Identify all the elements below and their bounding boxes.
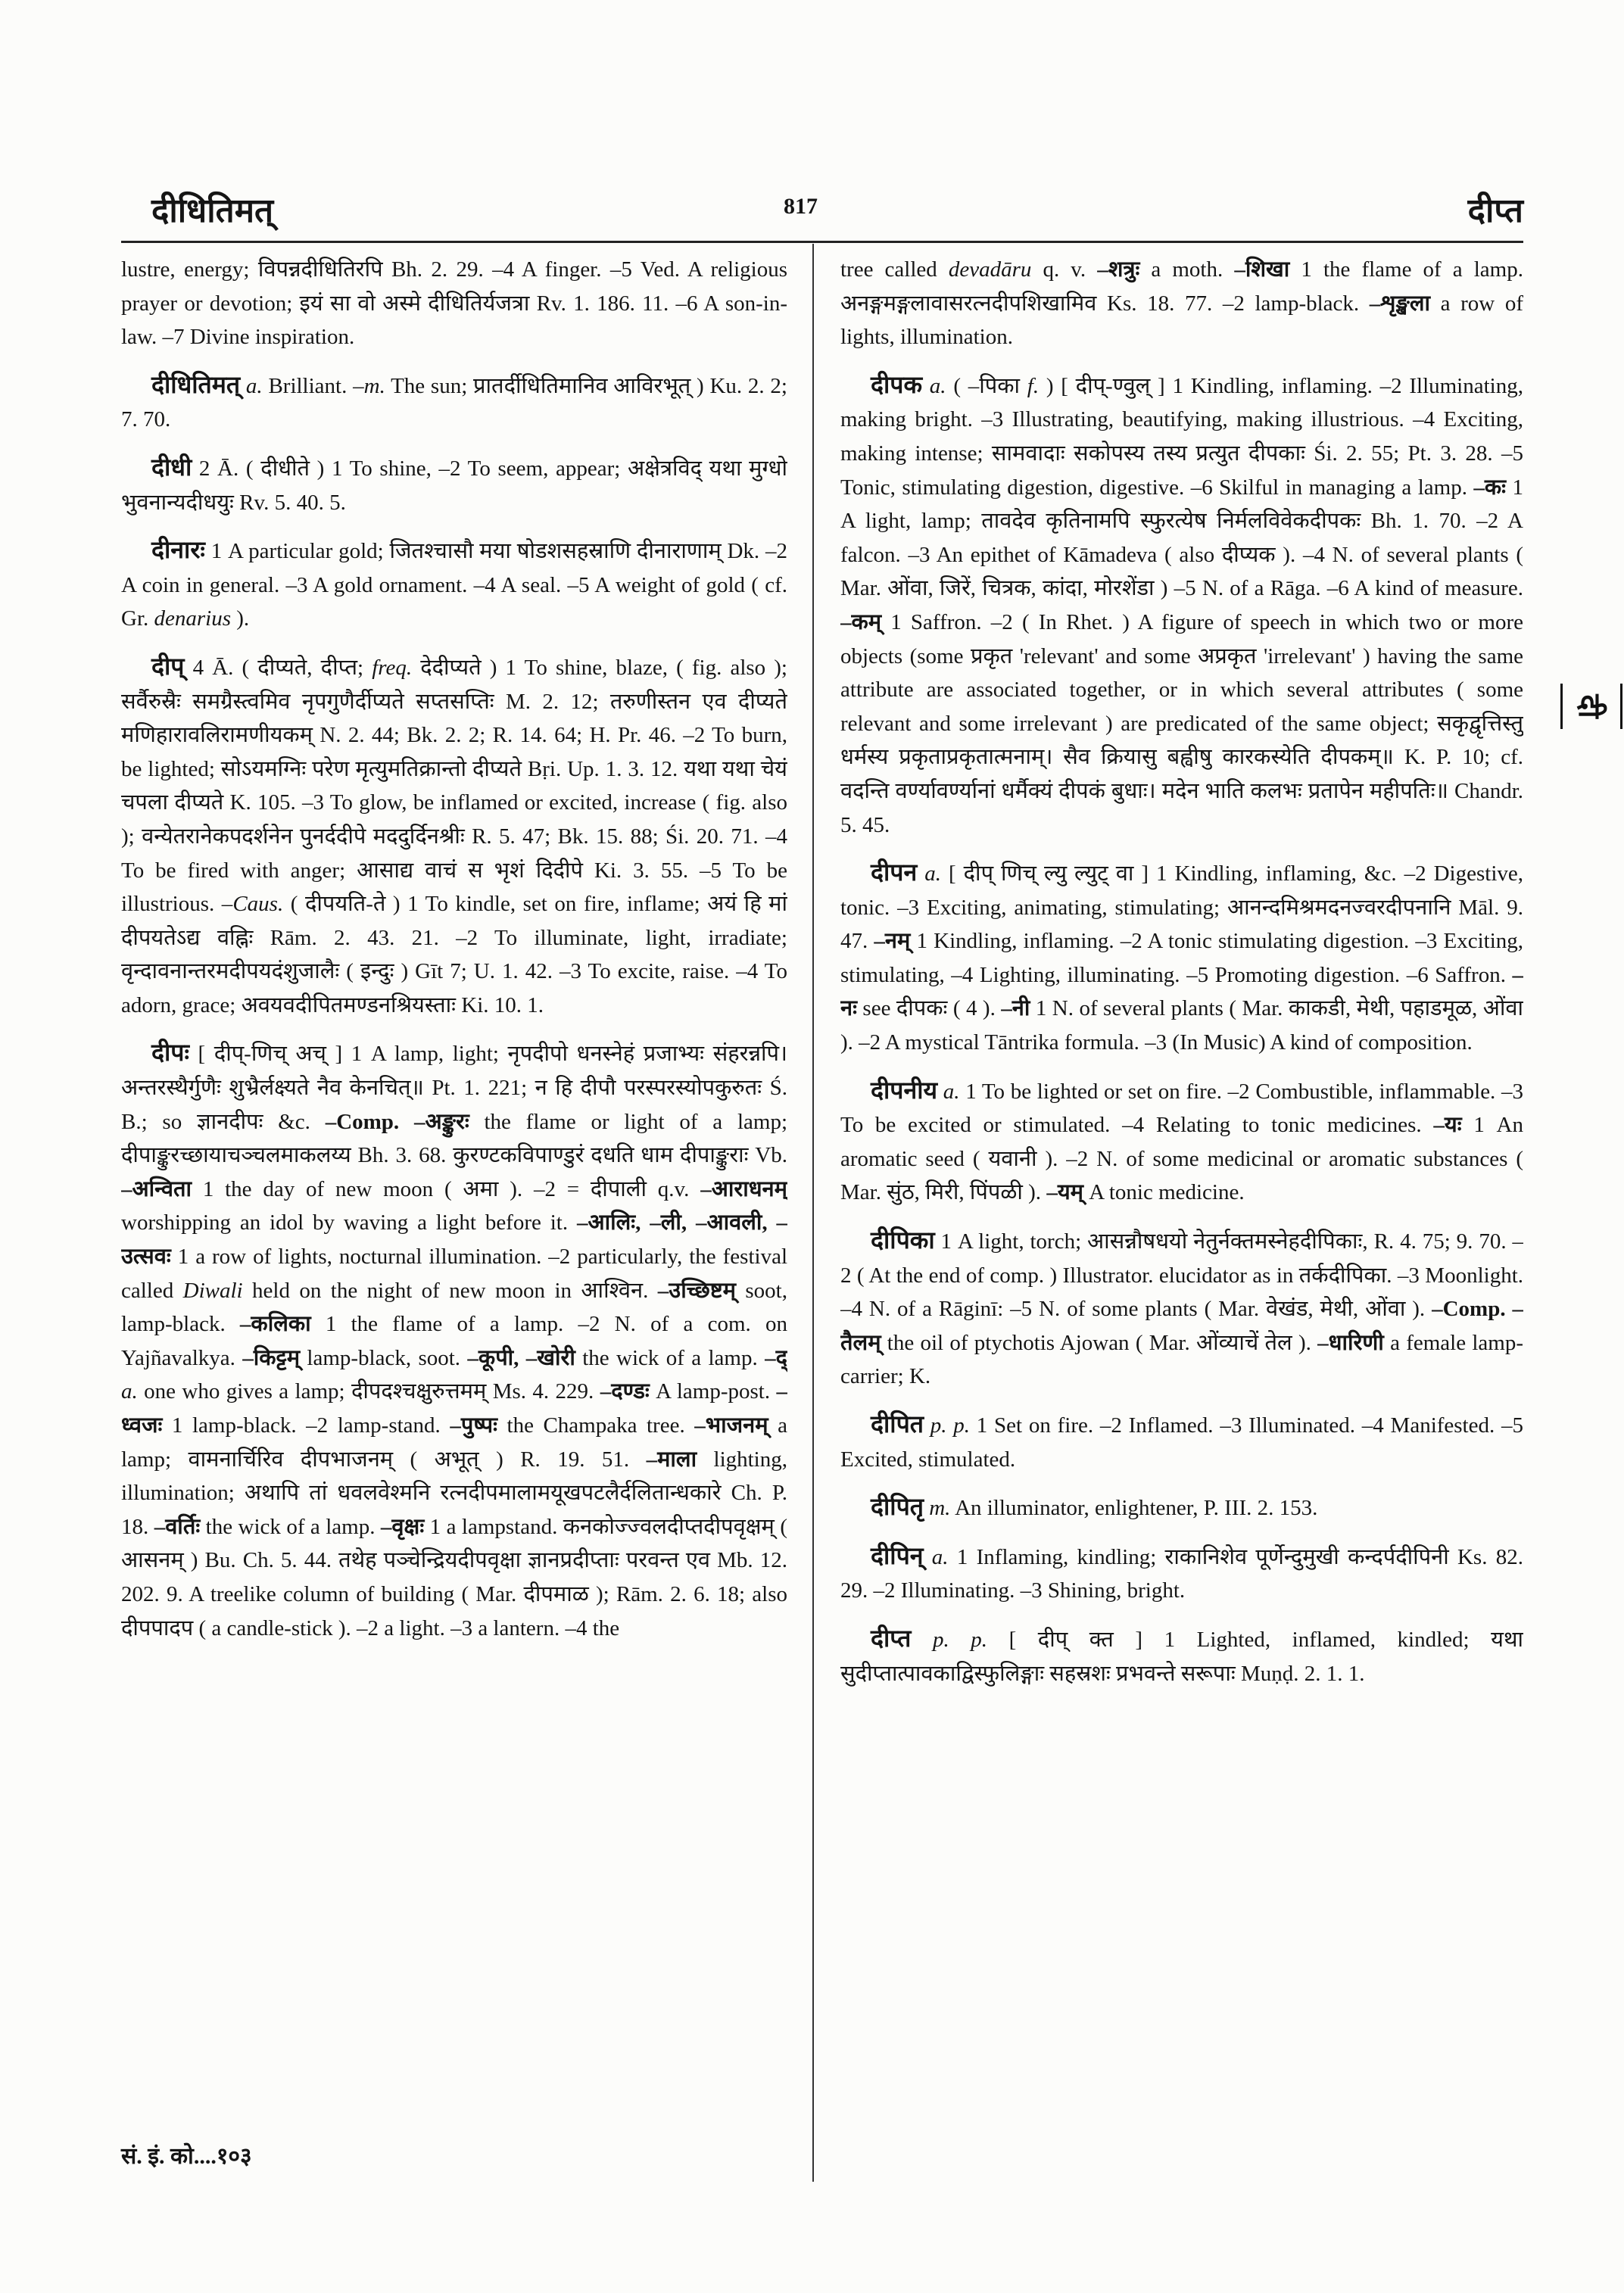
italic-term: denarius: [154, 606, 231, 631]
sub-entry: –आलिः, –ली, –आवली, –उत्सवः: [121, 1210, 787, 1270]
italic-term: m.: [363, 373, 385, 398]
definition-text: 1 A light, torch; आसन्नौषधयो नेतुर्नक्तमस्नेहदीपिकाः, R. 4. 75; 9. 70. –2 ( At the end of comp. ) Illustrator. elucidator as in तर्कदीपिका. –3 Moonlight. –4 N. of a Rāginī: –5 N. of some plants ( Mar. वेखंड, मेथी, ओंवा ).: [840, 1229, 1523, 1322]
definition-text: [ दीप् णिच् ल्यु ल्युट् वा ] 1 Kindling, inflaming, &c. –2 Digestive, tonic. –3 Exciting, animating, stimulating; आनन्दमिश्रमदनज्वरदीपनानि Māl. 9. 47.: [840, 861, 1523, 954]
dictionary-entry: [840, 1223, 1523, 1394]
definition-text: 1 lamp-black. –2 lamp-stand.: [162, 1413, 450, 1438]
definition-text: q. v.: [1031, 257, 1098, 282]
definition-text: a lamp; वामनार्चिरिव दीपभाजनम् ( अभूत् ) R. 19. 51.: [121, 1413, 787, 1472]
headword: दीप्: [151, 652, 185, 680]
definition-text: ( दीपयति-ते ) 1 To kindle, set on fire, inflame; अयं हि मां दीपयतेऽद्य वह्निः Rām. 2. 43. 21. –2 To illuminate, light, irradiate; वृन्दावनान्तरमदीपयदंशुजालैः ( इन्दुः ) Gīt 7; U. 1. 42. –3 To excite, raise. –4 To adorn, grace; अवयवदीपितमण्डनश्रियस्ताः Ki. 10. 1.: [121, 892, 787, 1017]
sub-entry: –कूपी, –खोरी: [467, 1345, 575, 1370]
definition-text: ) [ दीप्-ण्वुल् ] 1 Kindling, inflaming. –2 Illuminating, making bright. –3 Illustrating, beautifying, making illustrious. –4 Exciting, making intense; सामवादाः सकोपस्य तस्य प्रत्युत दीपकाः Śi. 2. 55; Pt. 3. 28. –5 Tonic, stimulating digestion, digestive. –6 Skilful in managing a lamp.: [840, 373, 1523, 500]
running-head-left-word: दीधितिमत्: [151, 192, 274, 229]
headword: दीपिन्: [871, 1541, 924, 1569]
definition-text: lustre, energy; विपन्नदीधितिरपि Bh. 2. 29. –4 A finger. –5 Ved. A religious prayer or devotion; इयं सा वो अस्मे दीधितिर्यजत्रा Rv. 1. 186. 11. –6 A son-in-law. –7 Divine inspiration.: [121, 257, 787, 350]
sub-entry: –Comp. –तैलम्: [840, 1297, 1523, 1355]
sub-entry: –दण्डः: [600, 1379, 650, 1404]
italic-term: p. p.: [923, 1413, 971, 1438]
definition-text: [ दीप् क्त ] 1 Lighted, inflamed, kindled; यथा सुदीप्तात्पावकाद्विस्फुलिङ्गाः सहस्रशः प्रभवन्ते सरूपाः Muṇḍ. 2. 1. 1.: [840, 1627, 1523, 1686]
definition-text: 1 Kindling, inflaming. –2 A tonic stimulating digestion. –3 Exciting, stimulating, –4 Lighting, illuminating. –5 Promoting digestion. –6 Saffron.: [840, 929, 1523, 987]
definition-text: [ दीप्-णिच् अच् ] 1 A lamp, light; नृपदीपो धनस्नेहं प्रजाभ्यः संहरन्नपि। अन्तरस्थैर्गुणैः शुभ्रैर्लक्ष्यते नैव केनचित्॥ Pt. 1. 221; न हि दीपौ परस्परस्योपकुरुतः Ś. B.; so ज्ञानदीपः &c.: [121, 1042, 787, 1134]
dictionary-entry: [840, 1539, 1523, 1608]
definition-text: 1 A light, lamp; तावदेव कृतिनामपि स्फुरत्येष निर्मलविवेकदीपकः Bh. 1. 70. –2 A falcon. –3 An epithet of Kāmadeva ( also दीप्यक ). –4 N. of several plants ( Mar. ओंवा, जिरें, चित्रक, कांदा, मोरशेंडा ) –5 N. of a Rāga. –6 A kind of measure.: [840, 475, 1523, 601]
sub-entry: –भाजनम्: [694, 1413, 768, 1438]
headword: दीपित: [871, 1410, 924, 1438]
definition-text: 1 the flame of a lamp. –2 N. of a com. on Yajñavalkya.: [121, 1312, 787, 1370]
italic-term: Diwali: [182, 1278, 243, 1303]
sub-entry: –वृक्षः: [380, 1514, 425, 1539]
sub-entry: –किट्टम्: [242, 1345, 301, 1370]
definition-text: the flame or light of a lamp; दीपाङ्कुरच्छायाचञ्चलमाकलय्य Bh. 3. 68. कुरण्टकविपाण्डुरं दधति धाम दीपाङ्कुराः Vb.: [121, 1109, 787, 1168]
sub-entry: –शत्रुः: [1097, 257, 1140, 282]
definition-text: a moth.: [1139, 257, 1235, 282]
definition-text: 1 Inflaming, kindling; राकानिशेव पूर्णेन्दुमुखी कन्दर्पदीपिनी Ks. 82. 29. –2 Illuminating. –3 Shining, bright.: [840, 1544, 1523, 1603]
dictionary-entry: [121, 650, 787, 1023]
sub-entry: –कलिका: [239, 1312, 311, 1337]
running-header: [121, 186, 1523, 235]
headword: दीधितिमत्: [151, 370, 241, 398]
definition-text: 1 A particular gold; जितश्चासौ मया षोडशसहस्राणि दीनाराणाम् Dk. –2 A coin in general. –3 A gold ornament. –4 A seal. –5 A weight of gold ( cf. Gr.: [121, 539, 787, 631]
italic-term: freq.: [372, 655, 413, 680]
sub-entry: –पुष्पः: [450, 1413, 497, 1438]
entry-continuation: [840, 253, 1523, 354]
sub-entry: –यम्: [1046, 1180, 1083, 1205]
italic-term: a.: [121, 1379, 138, 1404]
italic-term: a.: [240, 373, 263, 398]
italic-term: a.: [917, 861, 941, 886]
definition-text: 4 Ā. ( दीप्यते, दीप्त;: [184, 655, 372, 680]
headword: दीनारः: [151, 536, 205, 564]
definition-text: soot, lamp-black.: [121, 1278, 787, 1337]
italic-term: a.: [922, 373, 946, 398]
dictionary-entry: [840, 1073, 1523, 1210]
right-column: [840, 253, 1523, 2130]
definition-text: Brilliant. –: [262, 373, 364, 398]
definition-text: A lamp-post.: [649, 1379, 777, 1404]
footer-signature: सं. इं. को....१०३: [121, 2144, 252, 2169]
thumb-index-tab: [1560, 684, 1622, 729]
definition-text: a female lamp-carrier; K.: [840, 1330, 1523, 1389]
sub-entry: –शिखा: [1234, 257, 1290, 282]
dictionary-entry: [840, 1622, 1523, 1690]
italic-term: a.: [937, 1079, 960, 1104]
sub-entry: –नी: [1001, 996, 1030, 1021]
definition-text: worshipping an idol by waving a light before it.: [121, 1210, 577, 1235]
definition-text: a row of lights, illumination.: [840, 291, 1523, 350]
headword: दीप्त: [871, 1624, 912, 1652]
sub-entry: –उच्छिष्टम्: [657, 1278, 736, 1303]
definition-text: A tonic medicine.: [1083, 1180, 1245, 1205]
running-head-right-word: दीप्त: [1467, 192, 1523, 229]
italic-term: devadāru: [948, 257, 1032, 282]
definition-text: 1 An aromatic seed ( यवानी ). –2 N. of some medicinal or aromatic substances ( Mar. सुंठ, मिरी, पिंपळी ).: [840, 1113, 1523, 1205]
definition-text: the wick of a lamp.: [575, 1345, 765, 1370]
definition-text: the oil of ptychotis Ajowan ( Mar. ओंव्याचें तेल ).: [881, 1330, 1318, 1355]
definition-text: see दीपकः ( 4 ).: [856, 996, 1002, 1021]
italic-term: m.: [923, 1496, 951, 1521]
definition-text: 2 Ā. ( दीधीते ) 1 To shine, –2 To seem, appear; अक्षेत्रविद् यथा मुग्धो भुवनान्यदीधयुः Rv. 5. 40. 5.: [121, 456, 787, 515]
dictionary-entry: [121, 533, 787, 636]
sub-entry: –कः: [1473, 475, 1507, 500]
dictionary-entry: [121, 1036, 787, 1645]
column-divider: [812, 244, 814, 2182]
sub-entry: –अन्विता: [121, 1176, 192, 1201]
definition-text: 1 N. of several plants ( Mar. काकडी, मेथी, पहाडमूळ, ओंवा ). –2 A mystical Tāntrika formula. –3 (In Music) A kind of composition.: [840, 996, 1523, 1055]
dictionary-entry: [840, 368, 1523, 842]
entry-continuation: [121, 253, 787, 354]
sub-entry: –आराधनम्: [700, 1176, 787, 1201]
dictionary-entry: [840, 1407, 1523, 1476]
sub-entry: –नः: [840, 962, 1523, 1021]
definition-text: the Champaka tree.: [497, 1413, 695, 1438]
definition-text: held on the night of new moon in आश्विन.: [242, 1278, 658, 1303]
definition-text: tree called: [840, 257, 949, 282]
sub-entry: –Comp. –अङ्कुरः: [325, 1109, 469, 1134]
italic-term: f.: [1027, 373, 1040, 398]
dictionary-entry: [840, 1490, 1523, 1525]
headword: दीपिका: [871, 1226, 935, 1254]
headword: दीपक: [871, 370, 923, 398]
headword: दीपः: [151, 1039, 189, 1067]
header-rule: [121, 241, 1523, 243]
definition-text: 1 the flame of a lamp. अनङ्गमङ्गलावासरत्नदीपशिखामिव Ks. 18. 77. –2 lamp-black.: [840, 257, 1523, 316]
italic-term: Caus.: [232, 892, 284, 917]
definition-text: 1 To be lighted or set on fire. –2 Combustible, inflammable. –3 To be excited or stimulated. –4 Relating to tonic medicines.: [840, 1079, 1523, 1138]
definition-text: the wick of a lamp.: [200, 1514, 381, 1539]
definition-text: ( –पिका: [946, 373, 1027, 398]
definition-text: 1 a lampstand. कनकोज्ज्वलदीप्तदीपवृक्षम् ( आसनम् ) Bu. Ch. 5. 44. तथेह पञ्चेन्द्रियदीपवृक्षा ज्ञानप्रदीप्ताः परवन्त एव Mb. 12. 202. 9. A treelike column of building ( Mar. दीपमाळ ); Rām. 2. 6. 18; also दीपपादप ( a candle-stick ). –2 a light. –3 a lantern. –4 the: [121, 1514, 787, 1640]
definition-text: An illuminator, enlightener, P. III. 2. 153.: [950, 1496, 1318, 1521]
dictionary-entry: [121, 450, 787, 519]
dictionary-entry: [121, 368, 787, 437]
definition-text: देदीप्यते ) 1 To shine, blaze, ( fig. also ); सर्वैरुस्रैः समग्रैस्त्वमिव नृपगुणैर्दीप्यते सप्तसप्तिः M. 2. 12; तरुणीस्तन एव दीप्यते मणिहारावलिरामणीयकम् N. 2. 44; Bk. 2. 2; R. 14. 64; H. Pr. 46. –2 To burn, be lighted; सोऽयमग्निः परेण मृत्युमतिक्रान्तो दीप्यते Bṛi. Up. 1. 3. 12. यथा यथा चेयं चपला दीप्यते K. 105. –3 To glow, be inflamed or excited, increase ( fig. also ); वन्येतरानेकपदर्शनेन पुनर्ददीपे मददुर्दिनश्रीः R. 5. 47; Bk. 15. 88; Śi. 20. 71. –4 To be fired with anger; आसाद्य वाचं स भृशं दिदीपे Ki. 3. 55. –5 To be illustrious. –: [121, 655, 787, 917]
sub-entry: –कम्: [840, 609, 882, 634]
definition-text: ).: [231, 606, 250, 631]
definition-text: lighting, illumination; अथापि तां धवलवेश्मनि रत्नदीपमालामयूखपटलैर्दलितान्धकारे Ch. P. 18.: [121, 1447, 787, 1539]
headword: दीधी: [151, 453, 192, 481]
headword: दीपितृ: [871, 1493, 924, 1521]
definition-text: 1 a row of lights, nocturnal illumination. –2 particularly, the festival called: [121, 1245, 787, 1303]
sub-entry: –धारिणी: [1317, 1330, 1384, 1355]
sub-entry: –यः: [1433, 1113, 1462, 1138]
italic-term: p. p.: [911, 1627, 988, 1652]
definition-text: lamp-black, soot.: [300, 1345, 468, 1370]
headword: दीपनीय: [871, 1076, 938, 1104]
definition-text: 1 Saffron. –2 ( In Rhet. ) A figure of speech in which two or more objects (some प्रकृत 'relevant' and some अप्रकृत 'irrelevant' ) having the same attribute are associated together, or in which several attributes ( some relevant and some irrelevant ) are predicated of the same object; सकृद्वृत्तिस्तु धर्मस्य प्रकृताप्रकृतात्मनाम्। सैव क्रियासु बह्वीषु कारकस्येति दीपकम्॥ K. P. 10; cf. वदन्ति वर्ण्यावर्ण्यानां धर्मैक्यं दीपकं बुधाः। मदेन भाति कलभः प्रतापेन महीपतिः॥ Chandr. 5. 45.: [840, 609, 1523, 837]
italic-term: a.: [923, 1544, 949, 1569]
thumb-index-letter: दी: [1573, 694, 1607, 718]
sub-entry: –द्: [765, 1345, 787, 1370]
left-column: [121, 253, 787, 2130]
sub-entry: –वर्तिः: [154, 1514, 201, 1539]
sub-entry: –ध्वजः: [121, 1379, 787, 1438]
page-number: 817: [784, 194, 818, 219]
sub-entry: –शृङ्खला: [1369, 291, 1431, 316]
sub-entry: –नम्: [874, 929, 911, 954]
definition-text: 1 Set on fire. –2 Inflamed. –3 Illuminated. –4 Manifested. –5 Excited, stimulated.: [840, 1413, 1523, 1472]
definition-text: one who gives a lamp; दीपदश्चक्षुरुत्तमम् Ms. 4. 229.: [137, 1379, 600, 1404]
headword: दीपन: [871, 858, 918, 886]
sub-entry: –माला: [646, 1447, 697, 1472]
definition-text: The sun; प्रातर्दीधितिमानिव आविरभूत् ) Ku. 2. 2; 7. 70.: [121, 373, 787, 432]
definition-text: 1 the day of new moon ( अमा ). –2 = दीपाली q.v.: [192, 1176, 701, 1201]
dictionary-entry: [840, 855, 1523, 1060]
